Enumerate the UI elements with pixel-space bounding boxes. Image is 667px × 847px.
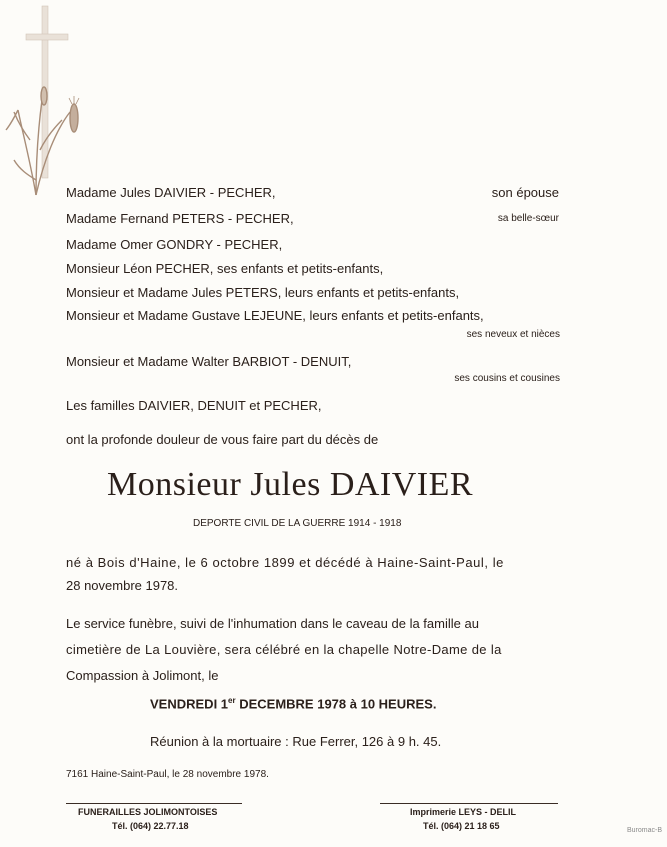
footer-left-tel: Tél. (064) 22.77.18 bbox=[112, 821, 189, 831]
place-date: 7161 Haine-Saint-Paul, le 28 novembre 1978. bbox=[66, 769, 269, 780]
reunion-line: Réunion à la mortuaire : Rue Ferrer, 126 à 9 h. 45. bbox=[150, 734, 442, 749]
family-line-1 bbox=[66, 185, 559, 200]
date-superscript: er bbox=[228, 696, 236, 705]
birth-line-1: né à Bois d'Haine, le 6 octobre 1899 et décédé à Haine-Saint-Paul, le bbox=[66, 555, 504, 570]
family-name: Madame Fernand PETERS - PECHER, bbox=[66, 211, 294, 226]
footer-left-name: FUNERAILLES JOLIMONTOISES bbox=[78, 807, 218, 817]
date-rest: DECEMBRE 1978 à 10 HEURES. bbox=[235, 696, 437, 712]
service-line-1: Le service funèbre, suivi de l'inhumation dans le caveau de la famille au bbox=[66, 616, 479, 631]
date-day: VENDREDI 1 bbox=[150, 696, 229, 712]
family-line-3: Madame Omer GONDRY - PECHER, bbox=[66, 237, 283, 252]
announce-line: ont la profonde douleur de vous faire part du décès de bbox=[66, 432, 379, 447]
cousin-line: Monsieur et Madame Walter BARBIOT - DENUIT, bbox=[66, 354, 352, 369]
family-line-5: Monsieur et Madame Jules PETERS, leurs enfants et petits-enfants, bbox=[66, 285, 460, 300]
deceased-name: Monsieur Jules DAIVIER bbox=[107, 466, 474, 503]
footer-right-tel: Tél. (064) 21 18 65 bbox=[423, 821, 500, 831]
deceased-subtitle: DEPORTE CIVIL DE LA GUERRE 1914 - 1918 bbox=[193, 518, 402, 529]
family-line-2 bbox=[66, 211, 559, 226]
family-role: son épouse bbox=[491, 185, 559, 200]
footer-right-rule bbox=[380, 803, 558, 804]
cross-wheat-ornament bbox=[0, 0, 95, 200]
footer-left-rule bbox=[66, 803, 242, 804]
ceremony-date bbox=[150, 696, 436, 711]
family-line-6: Monsieur et Madame Gustave LEJEUNE, leurs enfants et petits-enfants, bbox=[66, 308, 484, 323]
cousins-label: ses cousins et cousines bbox=[454, 373, 560, 384]
footer-right-name: Imprimerie LEYS - DELIL bbox=[410, 807, 517, 817]
family-name: Madame Jules DAIVIER - PECHER, bbox=[66, 185, 276, 200]
service-line-3: Compassion à Jolimont, le bbox=[66, 668, 219, 683]
service-line-2: cimetière de La Louvière, sera célébré en la chapelle Notre-Dame de la bbox=[66, 642, 502, 657]
nephews-label: ses neveux et nièces bbox=[466, 329, 560, 340]
family-line-4: Monsieur Léon PECHER, ses enfants et petits-enfants, bbox=[66, 261, 384, 276]
families-line: Les familles DAIVIER, DENUIT et PECHER, bbox=[66, 398, 322, 413]
family-role: sa belle-sœur bbox=[497, 213, 559, 224]
corner-mark: Buromac-B bbox=[627, 827, 663, 834]
birth-line-2: 28 novembre 1978. bbox=[66, 578, 179, 593]
